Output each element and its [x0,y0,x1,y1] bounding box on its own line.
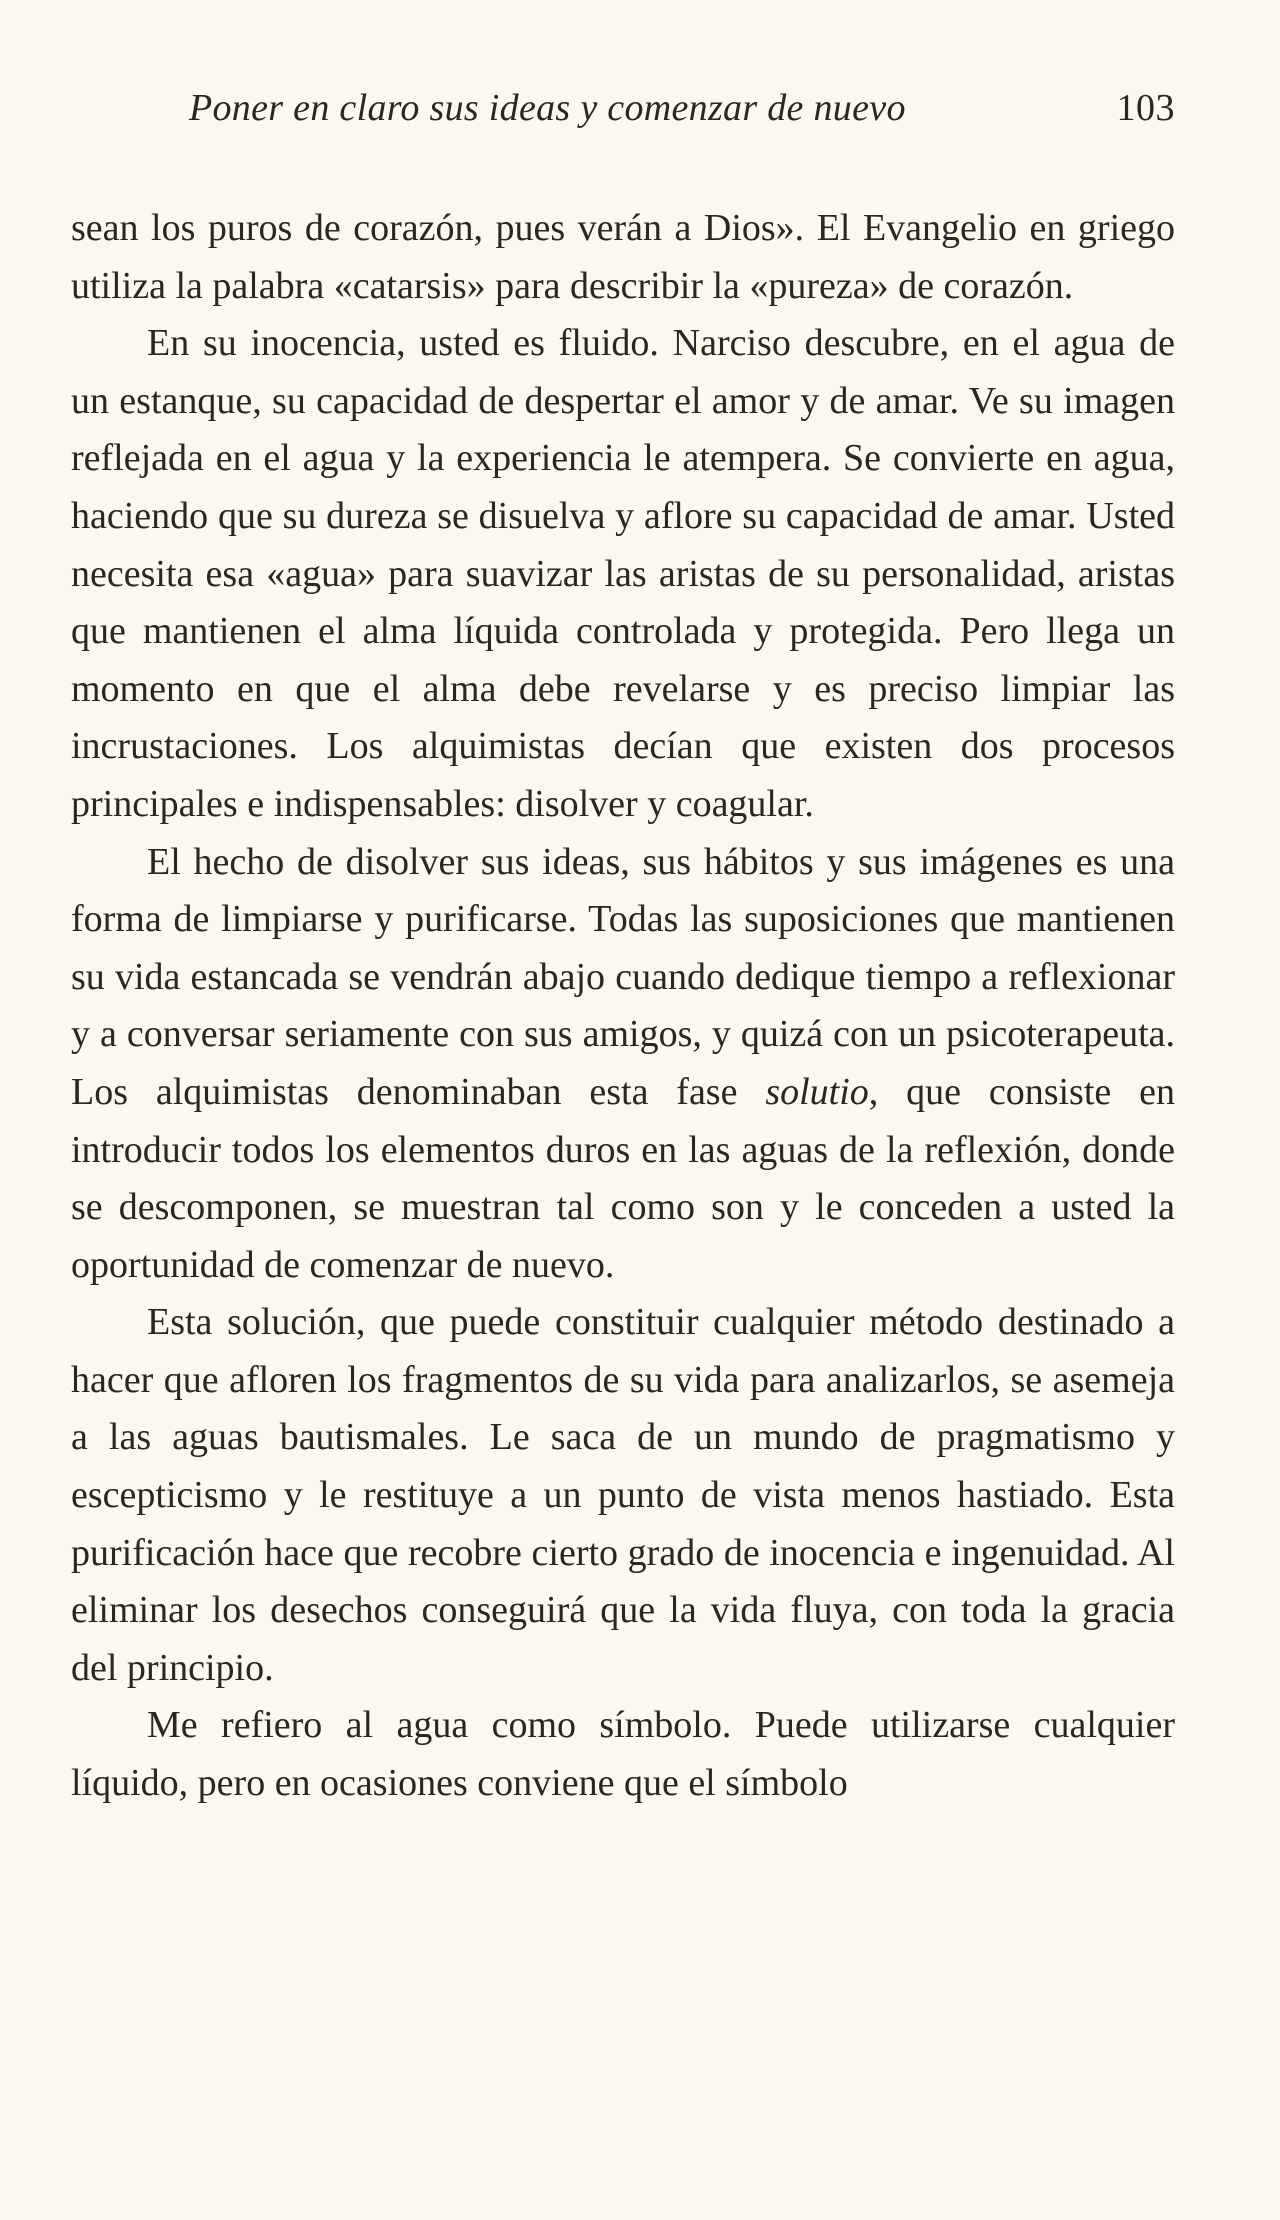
body-text [71,200,1175,1813]
paragraph-3 [71,834,1175,1295]
page-number: 103 [1116,87,1175,129]
running-header [71,78,1175,138]
paragraph-3-end: , que consiste en introducir todos los elementos duros en las aguas de la reflexión, donde se descomponen, se muestran tal como son y le conceden a usted la oportunidad de comenzar de nuevo. [71,1070,1175,1286]
paragraph-1: sean los puros de corazón, pues verán a Dios». El Evangelio en griego utiliza la palabra «catarsis» para describir la «pureza» de corazón. [71,207,1175,307]
paragraph-2: En su inocencia, usted es fluido. Narciso descubre, en el agua de un estanque, su capacidad de despertar el amor y de amar. Ve su imagen reflejada en el agua y la experiencia le atempera. Se convierte en agua, haciendo que su dureza se disuelva y aflore su capacidad de amar. Usted necesita esa «agua» para suavizar las aristas de su personalidad, aristas que mantienen el alma líquida controlada y protegida. Pero llega un momento en que el alma debe revelarse y es preciso limpiar las incrustaciones. Los alquimistas decían que existen dos procesos principales e indispensables: disolver y coagular. [71,322,1175,825]
paragraph-5: Me refiero al agua como símbolo. Puede utilizarse cualquier líquido, pero en ocasiones conviene que el símbolo [71,1704,1175,1805]
paragraph-4: Esta solución, que puede constituir cualquier método destinado a hacer que afloren los fragmentos de su vida para analizarlos, se asemeja a las aguas bautismales. Le saca de un mundo de pragmatismo y escepticismo y le restituye a un punto de vista menos hastiado. Esta purificación hace que recobre cierto grado de inocencia e ingenuidad. Al eliminar los desechos conseguirá que la vida fluya, con toda la gracia del principio. [71,1301,1175,1689]
paragraph-3-start: El hecho de disolver sus ideas, sus hábitos y sus imágenes es una forma de limpiarse y purificarse. Todas las suposiciones que mantienen su vida estancada se vendrán abajo cuando dedique tiempo a reflexionar y a conversar seriamente con sus amigos, y quizá con un psicoterapeuta. Los alquimistas denominaban esta fase [71,840,1175,1113]
running-title: Poner en claro sus ideas y comenzar de nuevo [189,87,906,129]
italic-term-solutio: solutio [765,1070,869,1113]
